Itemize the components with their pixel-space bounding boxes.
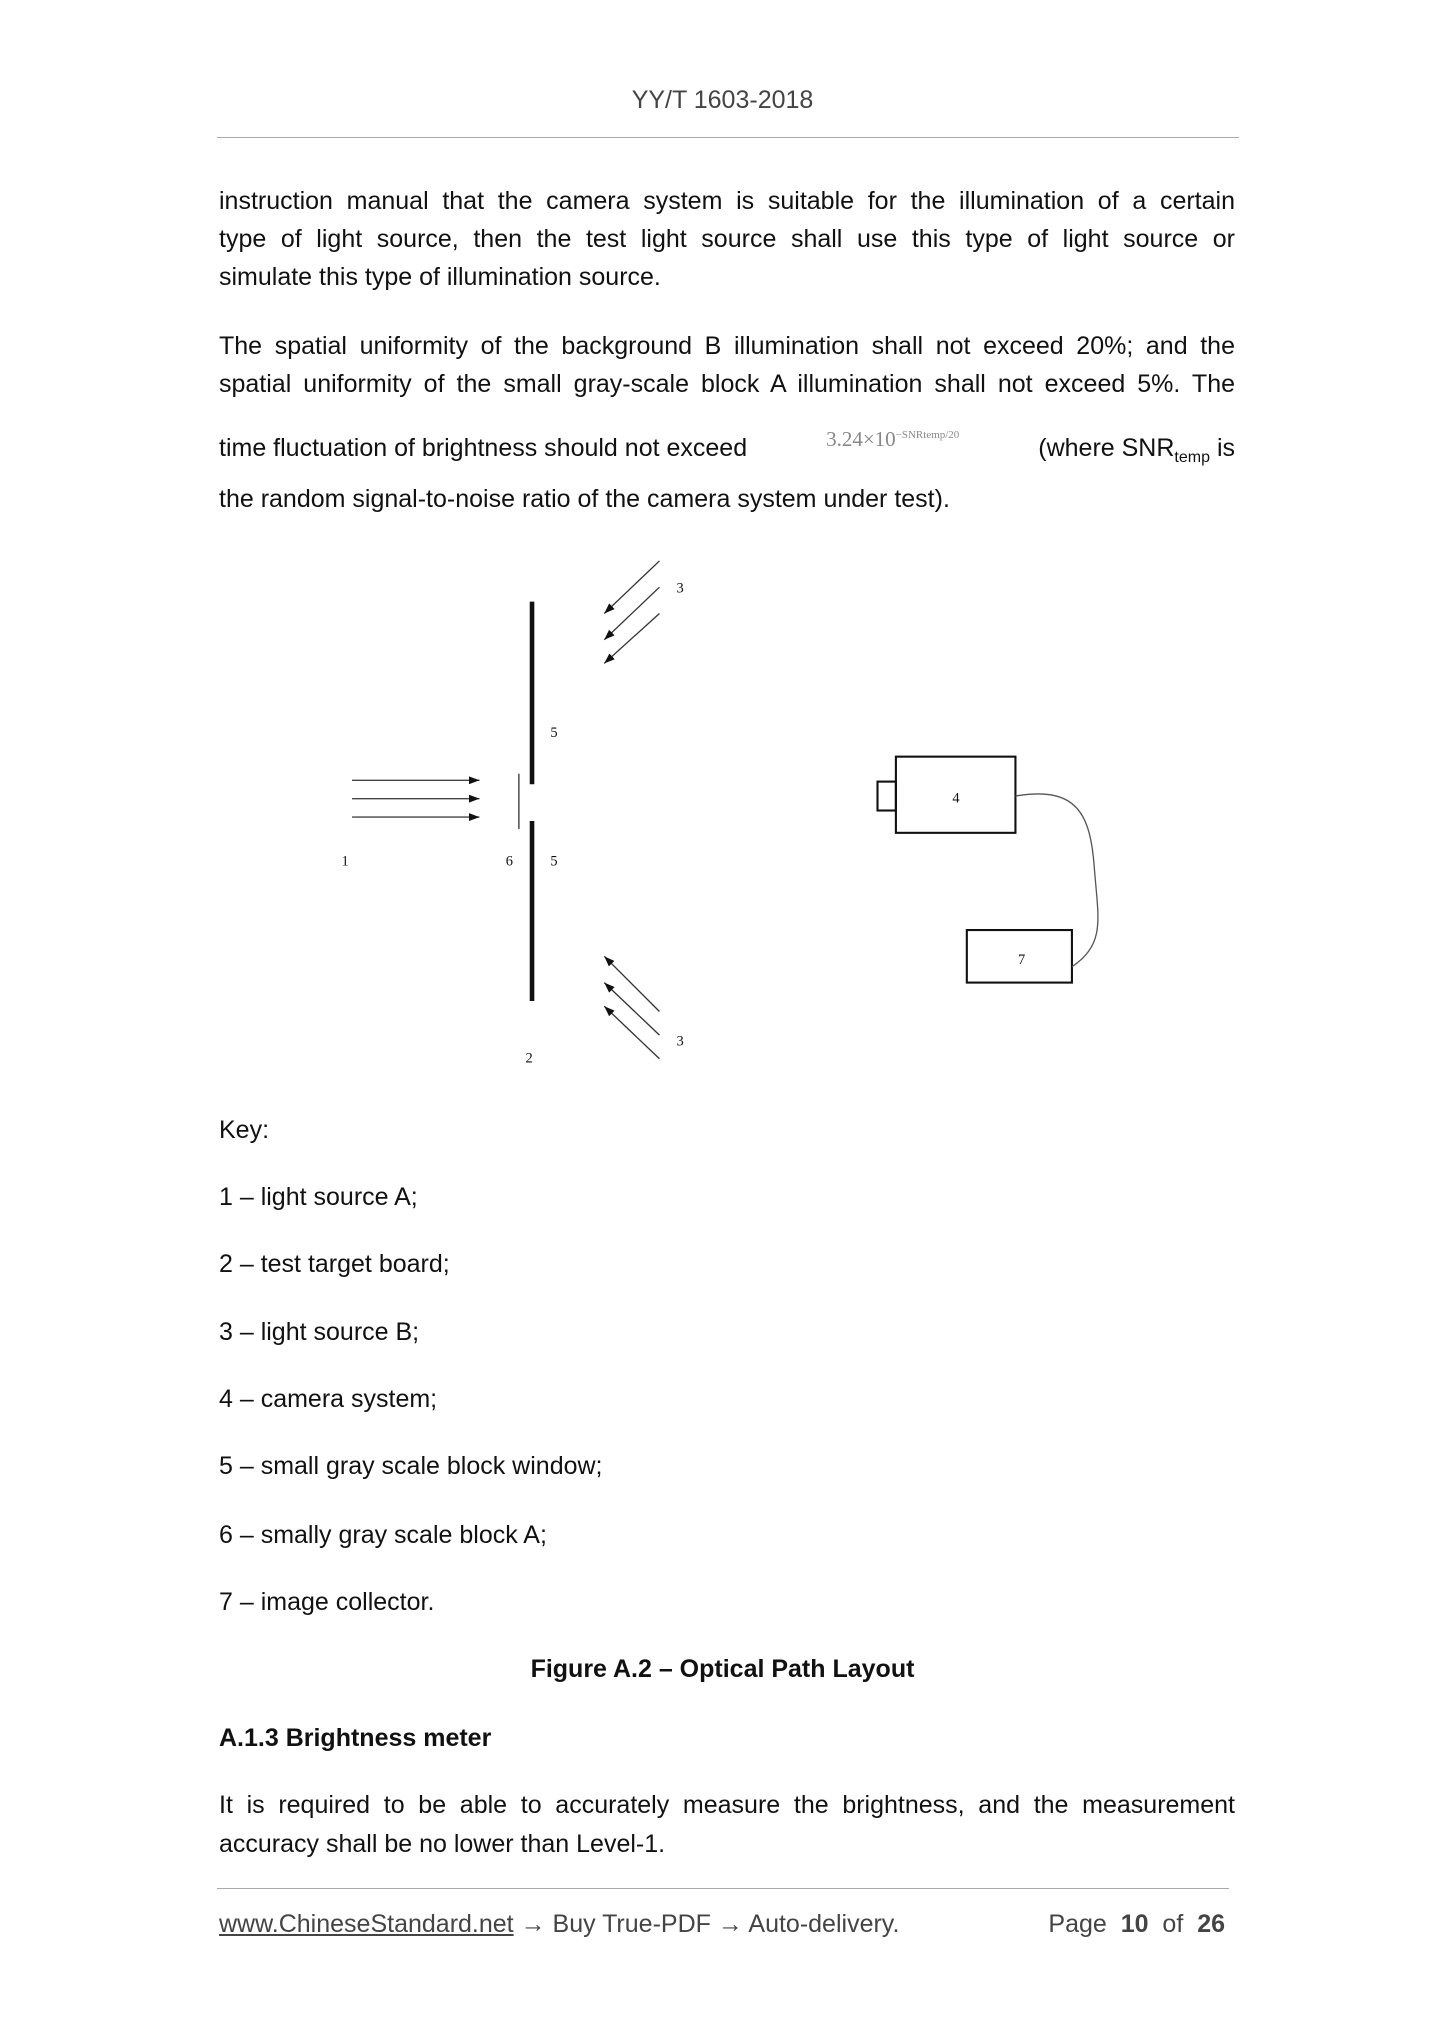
formula-lead-text: time fluctuation of brightness should not exceed bbox=[219, 434, 748, 462]
document-header: YY/T 1603-2018 bbox=[631, 86, 814, 114]
label-6: 6 bbox=[505, 853, 513, 870]
paragraph-line: The spatial uniformity of the background B illumination shall not exceed 20%; and the bbox=[219, 332, 1235, 360]
text: is bbox=[1210, 434, 1235, 462]
page-indicator bbox=[1048, 1910, 1225, 1939]
text: (where SNR bbox=[1038, 434, 1175, 462]
label-5-lower: 5 bbox=[550, 853, 558, 870]
formula-base: 3.24×10 bbox=[826, 427, 896, 451]
key-item: 7 – image collector. bbox=[219, 1588, 435, 1616]
key-item: 3 – light source B; bbox=[219, 1318, 420, 1346]
footer-promo-text: → Buy True-PDF → Auto-delivery. bbox=[513, 1910, 900, 1938]
formula-exponent: −SNRtemp/20 bbox=[895, 429, 960, 441]
figure-caption: Figure A.2 – Optical Path Layout bbox=[530, 1655, 915, 1683]
label-3-upper: 3 bbox=[676, 580, 684, 597]
key-item: 4 – camera system; bbox=[219, 1385, 438, 1413]
footer-promo bbox=[219, 1910, 899, 1939]
page-label: Page bbox=[1048, 1910, 1107, 1938]
page-number: 10 bbox=[1120, 1910, 1149, 1938]
subscript: temp bbox=[1174, 449, 1210, 466]
page-total: 26 bbox=[1197, 1910, 1225, 1938]
of-label: of bbox=[1162, 1910, 1184, 1938]
label-3-lower: 3 bbox=[676, 1033, 684, 1050]
paragraph-line: It is required to be able to accurately measure the brightness, and the measurement bbox=[219, 1791, 1235, 1819]
paragraph-line: instruction manual that the camera system is suitable for the illumination of a certain bbox=[219, 187, 1235, 215]
camera-lens bbox=[878, 782, 896, 811]
cable bbox=[1015, 794, 1097, 967]
label-4: 4 bbox=[952, 790, 960, 807]
paragraph-line: type of light source, then the test light source shall use this type of light source or bbox=[219, 225, 1235, 253]
light-source-b-upper-arrows bbox=[604, 561, 659, 663]
paragraph-line: the random signal-to-noise ratio of the camera system under test). bbox=[219, 485, 950, 513]
light-source-a-arrows bbox=[352, 780, 479, 817]
label-1: 1 bbox=[341, 853, 349, 870]
paragraph-line: accuracy shall be no lower than Level-1. bbox=[219, 1830, 666, 1858]
paragraph-line: simulate this type of illumination source. bbox=[219, 263, 661, 291]
label-5-upper: 5 bbox=[550, 724, 558, 741]
footer-rule bbox=[217, 1888, 1229, 1889]
key-item: 1 – light source A; bbox=[219, 1183, 418, 1211]
label-7: 7 bbox=[1018, 952, 1026, 969]
section-heading: A.1.3 Brightness meter bbox=[219, 1724, 492, 1752]
paragraph-line: spatial uniformity of the small gray-scale block A illumination shall not exceed 5%. The bbox=[219, 370, 1235, 398]
key-item: 2 – test target board; bbox=[219, 1250, 450, 1278]
key-item: 5 – small gray scale block window; bbox=[219, 1452, 603, 1480]
key-title: Key: bbox=[219, 1116, 270, 1144]
key-item: 6 – smally gray scale block A; bbox=[219, 1521, 547, 1549]
label-2: 2 bbox=[525, 1050, 533, 1067]
website-link[interactable]: www.ChineseStandard.net bbox=[219, 1910, 514, 1938]
light-source-b-lower-arrows bbox=[604, 956, 659, 1058]
footer bbox=[219, 1910, 1225, 1939]
